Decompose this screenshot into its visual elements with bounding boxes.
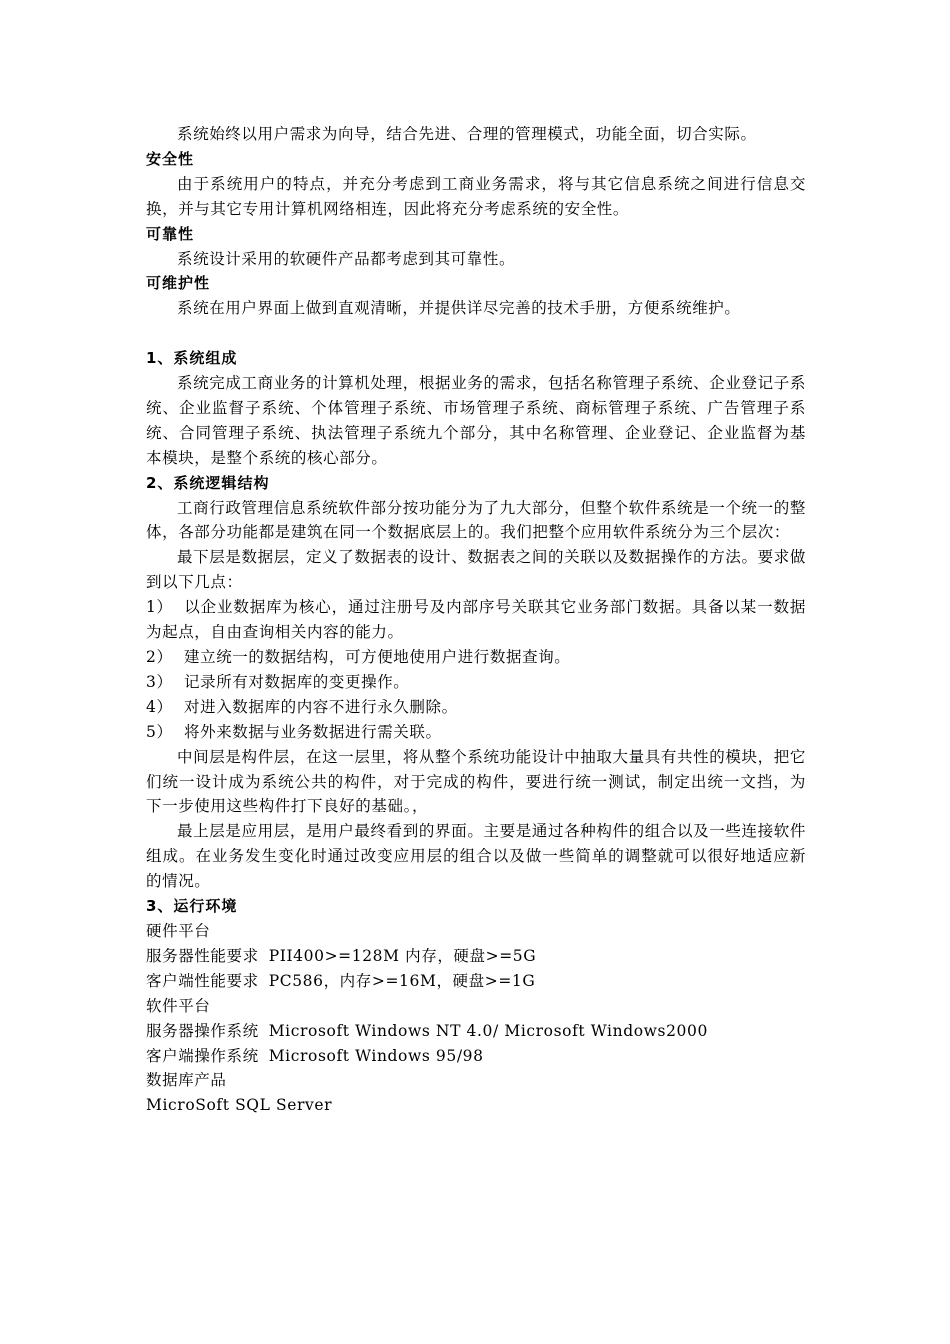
maintainability-heading: 可维护性 bbox=[146, 274, 211, 293]
list-item-text: 建立统一的数据结构，可方便地使用户进行数据查询。 bbox=[184, 648, 571, 667]
section1-heading: 1、系统组成 bbox=[146, 349, 238, 368]
client-os-label: 客户端操作系统 bbox=[146, 1046, 259, 1065]
server-performance-row bbox=[146, 944, 806, 969]
software-platform-label: 软件平台 bbox=[146, 996, 211, 1015]
document-body bbox=[146, 122, 806, 1118]
client-performance-row bbox=[146, 969, 806, 994]
section2-paragraph-3: 中间层是构件层，在这一层里，将从整个系统功能设计中抽取大量具有共性的模块，把它们统一设计成为系统公共的构件，对于完成的构件，要进行统一测试，制定出统一文挡，为下一步使用这些构件打下良好的基础。， bbox=[146, 747, 806, 816]
reliability-heading: 可靠性 bbox=[146, 224, 195, 243]
list-item-text: 对进入数据库的内容不进行永久删除。 bbox=[184, 697, 458, 716]
blank-line bbox=[146, 321, 806, 346]
list-item-number: 4） bbox=[146, 697, 173, 716]
list-item-text: 以企业数据库为核心，通过注册号及内部序号关联其它业务部门数据。具备以某一数据为起点，自由查询相关内容的能力。 bbox=[146, 598, 806, 642]
hardware-platform-label: 硬件平台 bbox=[146, 921, 211, 940]
section2-paragraph-2: 最下层是数据层，定义了数据表的设计、数据表之间的关联以及数据操作的方法。要求做到以下几点： bbox=[146, 548, 806, 592]
list-item-number: 2） bbox=[146, 648, 173, 667]
maintainability-paragraph: 系统在用户界面上做到直观清晰，并提供详尽完善的技术手册，方便系统维护。 bbox=[177, 299, 741, 318]
server-performance-label: 服务器性能要求 bbox=[146, 946, 259, 965]
section2-paragraph-4: 最上层是应用层，是用户最终看到的界面。主要是通过各种构件的组合以及一些连接软件组成。在业务发生变化时通过改变应用层的组合以及做一些简单的调整就可以很好地适应新的情况。 bbox=[146, 822, 806, 891]
client-os-row bbox=[146, 1044, 806, 1069]
server-performance-value: PII400>=128M 内存，硬盘>=5G bbox=[268, 946, 537, 965]
list-item-text: 将外来数据与业务数据进行需关联。 bbox=[184, 722, 442, 741]
database-product-label: 数据库产品 bbox=[146, 1071, 227, 1090]
client-os-value: Microsoft Windows 95/98 bbox=[268, 1046, 484, 1065]
list-item-number: 3） bbox=[146, 672, 173, 691]
reliability-paragraph: 系统设计采用的软硬件产品都考虑到其可靠性。 bbox=[177, 249, 516, 268]
database-product-value: MicroSoft SQL Server bbox=[146, 1096, 333, 1115]
security-paragraph: 由于系统用户的特点，并充分考虑到工商业务需求，将与其它信息系统之间进行信息交换，并与其它专用计算机网络相连，因此将充分考虑系统的安全性。 bbox=[146, 174, 806, 218]
list-item bbox=[146, 720, 806, 745]
client-performance-label: 客户端性能要求 bbox=[146, 971, 259, 990]
server-os-row bbox=[146, 1019, 806, 1044]
section1-paragraph: 系统完成工商业务的计算机处理，根据业务的需求，包括名称管理子系统、企业登记子系统、企业监督子系统、个体管理子系统、市场管理子系统、商标管理子系统、广告管理子系统、合同管理子系统、执法管理子系统九个部分，其中名称管理、企业登记、企业监督为基本模块，是整个系统的核心部分。 bbox=[146, 374, 806, 467]
client-performance-value: PC586，内存>=16M，硬盘>=1G bbox=[268, 971, 536, 990]
server-os-value: Microsoft Windows NT 4.0/ Microsoft Windows2000 bbox=[268, 1021, 708, 1040]
section2-heading: 2、系统逻辑结构 bbox=[146, 473, 270, 492]
security-heading: 安全性 bbox=[146, 149, 195, 168]
list-item bbox=[146, 695, 806, 720]
section2-paragraph-1: 工商行政管理信息系统软件部分按功能分为了九大部分，但整个软件系统是一个统一的整体，各部分功能都是建筑在同一个数据底层上的。我们把整个应用软件系统分为三个层次： bbox=[146, 498, 806, 542]
list-item-number: 5） bbox=[146, 722, 173, 741]
list-item bbox=[146, 595, 806, 645]
list-item-number: 1） bbox=[146, 598, 173, 617]
section3-heading: 3、运行环境 bbox=[146, 897, 238, 916]
list-item bbox=[146, 670, 806, 695]
server-os-label: 服务器操作系统 bbox=[146, 1021, 259, 1040]
list-item bbox=[146, 645, 806, 670]
list-item-text: 记录所有对数据库的变更操作。 bbox=[184, 672, 410, 691]
intro-paragraph: 系统始终以用户需求为向导，结合先进、合理的管理模式，功能全面，切合实际。 bbox=[177, 125, 757, 143]
